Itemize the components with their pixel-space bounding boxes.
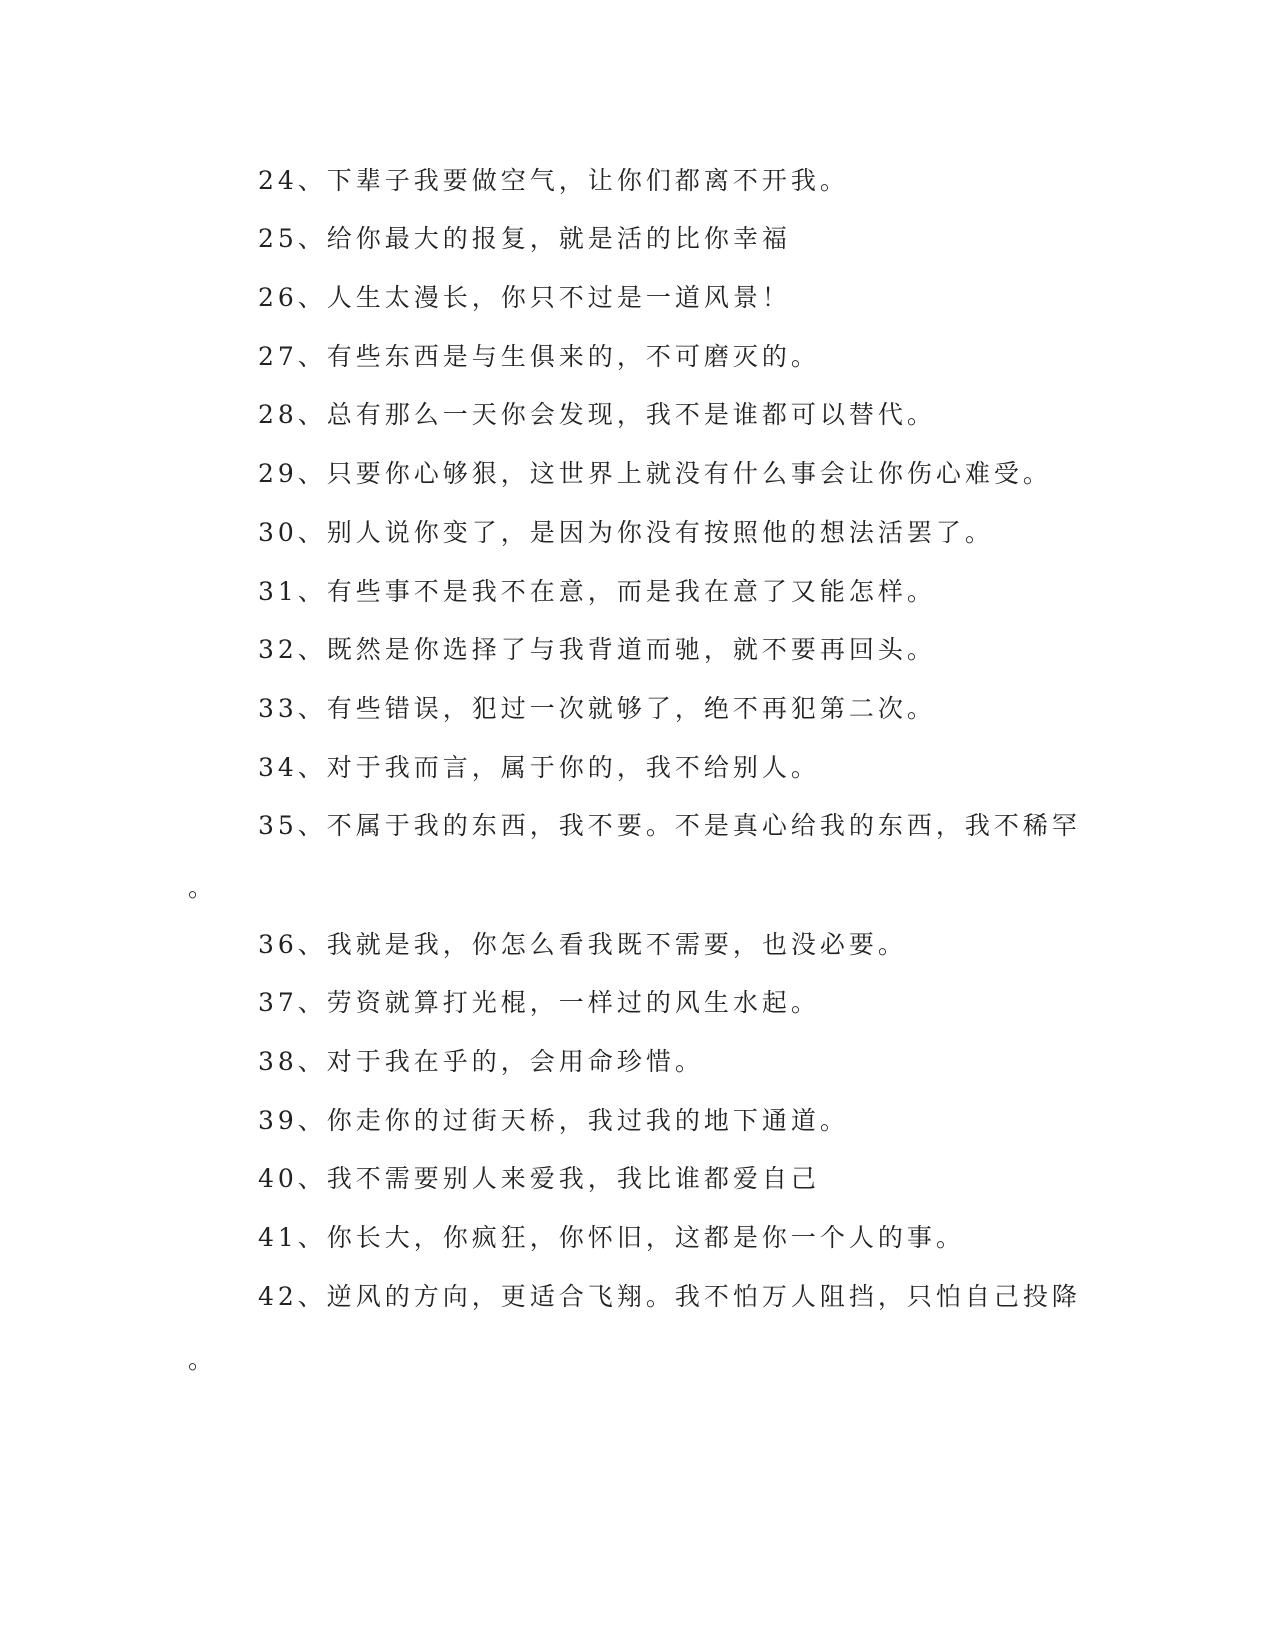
text-line: 41、你长大，你疯狂，你怀旧，这都是你一个人的事。: [258, 1223, 965, 1252]
text-line: 36、我就是我，你怎么看我既不需要，也没必要。: [258, 930, 907, 959]
wrapped-punctuation: 。: [188, 1345, 214, 1374]
text-line: 32、既然是你选择了与我背道而驰，就不要再回头。: [258, 635, 936, 664]
wrapped-punctuation: 。: [188, 873, 214, 902]
text-line: 26、人生太漫长，你只不过是一道风景！: [258, 283, 791, 312]
text-line: 39、你走你的过街天桥，我过我的地下通道。: [258, 1106, 849, 1135]
text-line: 25、给你最大的报复，就是活的比你幸福: [258, 224, 791, 253]
text-line: 30、别人说你变了，是因为你没有按照他的想法活罢了。: [258, 518, 994, 547]
text-line: 29、只要你心够狠，这世界上就没有什么事会让你伤心难受。: [258, 459, 1052, 488]
text-line: 33、有些错误，犯过一次就够了，绝不再犯第二次。: [258, 694, 936, 723]
text-line: 40、我不需要别人来爱我，我比谁都爱自己: [258, 1164, 820, 1193]
text-line: 42、逆风的方向，更适合飞翔。我不怕万人阻挡，只怕自己投降: [258, 1282, 1081, 1311]
text-line: 24、下辈子我要做空气，让你们都离不开我。: [258, 166, 849, 195]
text-line: 28、总有那么一天你会发现，我不是谁都可以替代。: [258, 400, 936, 429]
text-line: 37、劳资就算打光棍，一样过的风生水起。: [258, 988, 820, 1017]
text-line: 27、有些东西是与生俱来的，不可磨灭的。: [258, 342, 820, 371]
text-line: 35、不属于我的东西，我不要。不是真心给我的东西，我不稀罕: [258, 811, 1081, 840]
text-line: 34、对于我而言，属于你的，我不给别人。: [258, 753, 820, 782]
text-line: 31、有些事不是我不在意，而是我在意了又能怎样。: [258, 577, 936, 606]
text-line: 38、对于我在乎的，会用命珍惜。: [258, 1047, 704, 1076]
